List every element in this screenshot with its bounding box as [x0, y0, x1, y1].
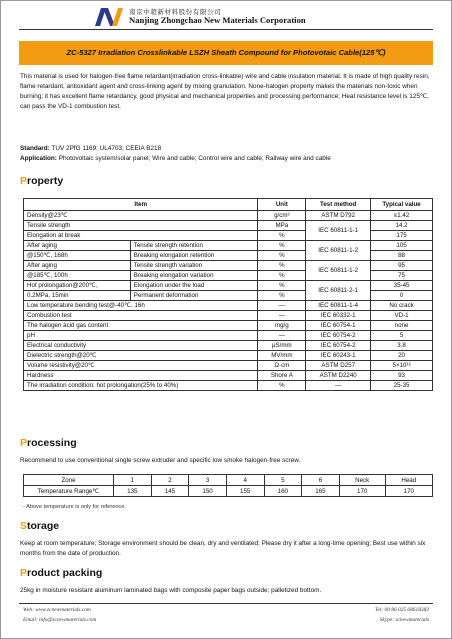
table-cell: Breaking elongation variation — [130, 271, 258, 281]
section-title-packing — [20, 567, 102, 579]
table-cell: Electrical conductivity — [24, 341, 258, 351]
table-cell: Tensile strength — [24, 221, 258, 231]
table-cell: Elongation under the load — [130, 281, 258, 291]
table-cell: — — [306, 381, 371, 391]
table-row — [24, 331, 433, 341]
table-cell: Hot prolongation@200℃, — [24, 281, 131, 291]
section-title-text: P — [20, 567, 28, 579]
table-row — [24, 231, 433, 241]
application-label: Application: — [20, 154, 57, 162]
table-cell: 95 — [371, 261, 433, 271]
temp-cell: 170 — [385, 486, 432, 497]
table-cell: 105 — [371, 241, 433, 251]
table-cell: — — [258, 301, 306, 311]
table-cell: @150℃, 168h — [24, 251, 131, 261]
section-title-processing — [20, 437, 77, 449]
table-cell: Density@23℃ — [24, 211, 258, 221]
processing-text: Recommend to use conventional single screw extruder and specific low smoke halogen-free screw. — [20, 457, 301, 464]
table-cell: After aging — [24, 241, 131, 251]
table-cell: Volume resistivity@20℃ — [24, 361, 258, 371]
table-cell: IEC 60754-2 — [306, 331, 371, 341]
table-cell: 35-45 — [371, 281, 433, 291]
table-cell: % — [258, 231, 306, 241]
table-cell: % — [258, 381, 306, 391]
col-header-method: Test method — [306, 199, 371, 211]
table-cell: VD-1 — [371, 311, 433, 321]
table-row — [24, 261, 433, 271]
standard-value: TUV 2PfG 1169; UL4703; CEEIA B218 — [49, 145, 162, 152]
table-cell: IEC 60811-1-1 — [306, 221, 371, 241]
col-header-unit: Unit — [258, 199, 306, 211]
col-header-value: Typical value — [371, 199, 433, 211]
table-cell: 14.2 — [371, 221, 433, 231]
table-cell: Tensile strength retention — [130, 241, 258, 251]
table-cell: Dielectric strength@20℃ — [24, 351, 258, 361]
table-row — [24, 281, 433, 291]
table-cell: % — [258, 281, 306, 291]
table-row — [24, 351, 433, 361]
table-cell: Tensile strength variation — [130, 261, 258, 271]
table-row — [24, 221, 433, 231]
table-cell: 88 — [371, 251, 433, 261]
table-cell: Low temperature bending test@-40℃, 16h — [24, 301, 258, 311]
zone-cell: 5 — [264, 475, 302, 486]
temp-cell: 150 — [189, 486, 227, 497]
table-row — [24, 301, 433, 311]
temp-row — [24, 486, 433, 497]
temperature-note: - Above temperature is only for reference. — [23, 504, 126, 510]
table-row — [24, 341, 433, 351]
section-title-property — [20, 175, 63, 187]
table-cell: 5×10¹³ — [371, 361, 433, 371]
table-cell: ≤1.42 — [371, 211, 433, 221]
table-cell: IEC 60754-1 — [306, 321, 371, 331]
table-cell: ASTM D257 — [306, 361, 371, 371]
table-cell: % — [258, 271, 306, 281]
table-cell: IEC 60811-1-2 — [306, 241, 371, 261]
table-cell: 25-35 — [371, 381, 433, 391]
table-cell: Ω·cm — [258, 361, 306, 371]
table-cell: The halogen acid gas content — [24, 321, 258, 331]
table-row — [24, 311, 433, 321]
product-title-banner: ZC-5327 Irradiation Crosslinkable LSZH Sheath Compound for Photovotaic Cable(125℃) — [19, 41, 433, 65]
table-cell: 3.8 — [371, 341, 433, 351]
table-cell: IEC 60754-2 — [306, 341, 371, 351]
section-title-text: torage — [27, 520, 60, 532]
table-row — [24, 251, 433, 261]
temp-cell: 170 — [339, 486, 385, 497]
table-cell: Shore A — [258, 371, 306, 381]
zone-cell: 3 — [189, 475, 227, 486]
footer-divider — [19, 603, 433, 604]
table-row — [24, 371, 433, 381]
table-cell: g/cm³ — [258, 211, 306, 221]
table-cell: After aging — [24, 261, 131, 271]
table-cell: — — [258, 311, 306, 321]
table-cell: 0 — [371, 291, 433, 301]
table-row — [24, 291, 433, 301]
table-cell: μS/mm — [258, 341, 306, 351]
standard-application-block — [20, 144, 434, 163]
standard-label: Standard: — [20, 145, 50, 152]
table-cell: % — [258, 261, 306, 271]
company-name-en: Nanjing Zhongchao New Materials Corporation — [129, 15, 306, 25]
table-cell: Hardness — [24, 371, 258, 381]
section-title-text: P — [20, 175, 28, 187]
company-name-cn: 南京中超新材料股份有限公司 — [129, 8, 222, 16]
zone-row — [24, 475, 433, 486]
zone-cell: 4 — [226, 475, 264, 486]
intro-paragraph: This material is used for halogen-free flame retardant(irradiation cross-linkable) wire and cable insulation material. It is made of high quality resin, flame retardant, antioxidant agent and cross-linking agent by mixing granulation. None-halogen property makes the materials non-toxic when burning; it has excellent flame retardancy, good physical and mechanical properties and processing performance; Heat resistance level is 125℃, can pass the VD-1 combustion test. — [20, 73, 430, 110]
footer-tel: Tel: 00 86 025 68618383 — [374, 607, 429, 613]
table-header-row — [24, 199, 433, 211]
table-cell: Breaking elongation retention — [130, 251, 258, 261]
table-cell: 75 — [371, 271, 433, 281]
table-cell: MPa — [258, 221, 306, 231]
temp-cell: 165 — [302, 486, 340, 497]
company-logo-icon — [93, 6, 125, 28]
table-cell: none — [371, 321, 433, 331]
table-cell: Elongation at break — [24, 231, 258, 241]
table-cell: 93 — [371, 371, 433, 381]
application-value: Photovoltaic system/solar panel; Wire and cable; Control wire and cable; Railway wire and cable — [56, 154, 331, 162]
temp-cell: 155 — [226, 486, 264, 497]
table-cell: ASTM D2240 — [306, 371, 371, 381]
zone-cell: Neck — [339, 475, 385, 486]
zone-cell: 1 — [114, 475, 152, 486]
table-cell: — — [258, 331, 306, 341]
table-cell: % — [258, 251, 306, 261]
storage-text: Keep at room temperature; Storage environment should be clean, dry and ventilated; Please dry it after a long-time opening; Best use within six months from the date of production. — [20, 540, 426, 557]
section-title-text: rocessing — [27, 437, 77, 449]
temp-cell: 135 — [114, 486, 152, 497]
section-title-text: roperty — [27, 175, 64, 187]
zone-temperature-table — [23, 474, 433, 497]
table-cell: MV/mm — [258, 351, 306, 361]
temp-label: Temperature Range℃ — [24, 486, 114, 497]
table-cell: 0.2MPa, 15min — [24, 291, 131, 301]
table-row — [24, 321, 433, 331]
table-cell: IEC 60243-1 — [306, 351, 371, 361]
table-cell: 20 — [371, 351, 433, 361]
table-cell: IEC 60811-1-2 — [306, 261, 371, 281]
zone-cell: 6 — [302, 475, 340, 486]
packing-text: 25kg in moisture resistant aluminum laminated bags with composite paper bags outside; palletized bottom. — [20, 587, 322, 594]
table-cell: Permanent deformation — [130, 291, 258, 301]
table-cell: 5 — [371, 331, 433, 341]
footer-email: Email: info@zcnewmaterials.com — [23, 617, 97, 623]
temp-cell: 145 — [151, 486, 189, 497]
table-cell: 175 — [371, 231, 433, 241]
table-row — [24, 361, 433, 371]
table-cell: % — [258, 241, 306, 251]
table-cell: mg/g — [258, 321, 306, 331]
section-title-text: P — [20, 437, 28, 449]
table-cell: IEC 60332-1 — [306, 311, 371, 321]
section-title-text: roduct packing — [27, 567, 103, 579]
table-cell: IEC 60811-1-4 — [306, 301, 371, 311]
section-title-text: S — [20, 520, 28, 532]
footer-web: Web: www.zcnewmaterials.com — [23, 607, 91, 613]
table-cell: The irradiation condition: hot prolongation(25% to 40%) — [24, 381, 258, 391]
table-cell: @185℃, 100h — [24, 271, 131, 281]
table-cell: ASTM D792 — [306, 211, 371, 221]
col-header-item: Item — [24, 199, 258, 211]
table-row — [24, 211, 433, 221]
table-row — [24, 241, 433, 251]
table-cell: No crack — [371, 301, 433, 311]
section-title-storage — [20, 520, 59, 532]
zone-label: Zone — [24, 475, 114, 486]
table-cell: Combustion test — [24, 311, 258, 321]
temp-cell: 160 — [264, 486, 302, 497]
header-divider — [19, 29, 433, 30]
table-cell: IEC 60811-2-1 — [306, 281, 371, 301]
property-table — [23, 198, 433, 391]
table-row — [24, 381, 433, 391]
table-row — [24, 271, 433, 281]
table-cell: pH — [24, 331, 258, 341]
table-cell: % — [258, 291, 306, 301]
zone-cell: Head — [385, 475, 432, 486]
zone-cell: 2 — [151, 475, 189, 486]
footer-skype: Skype: zcnewmaterials — [379, 617, 429, 623]
